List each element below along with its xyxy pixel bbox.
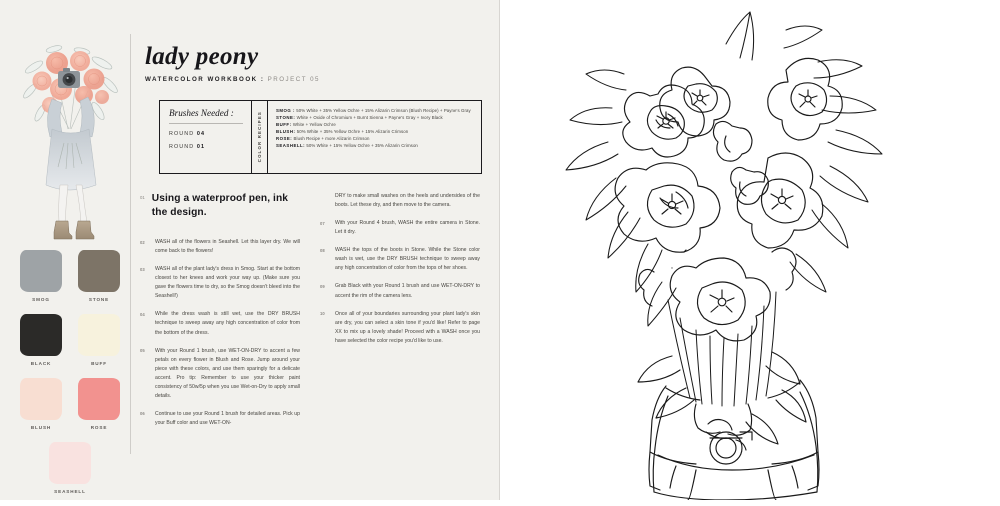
swatch-label: SMOG bbox=[32, 297, 50, 302]
swatch-blob bbox=[20, 378, 62, 420]
step-item bbox=[140, 310, 300, 337]
step-number: 02 bbox=[140, 239, 145, 245]
step-text: WASH all of the plant lady's dress in Smog. Start at the bottom closest to her knees and work your way up. (Make sure you gave the flowers time to dry, so the Smog doesn't bleed into the Seashell!) bbox=[155, 266, 300, 300]
swatch-blob bbox=[20, 250, 62, 292]
swatch-label: BUFF bbox=[91, 361, 107, 366]
swatch-label: STONE bbox=[88, 297, 110, 302]
step-number: 05 bbox=[140, 348, 145, 354]
line-art-lower-body bbox=[500, 0, 1000, 500]
left-page bbox=[0, 0, 500, 500]
step-text: With your Round 1 brush, use WET-ON-DRY to accent a few petals on every flower in Blush and Rose. Jump around your piece with these colors, and use them sparingly for a delicate accent. Pro tip: Remember to use your thicker paint consistency of 50w/5p when you use Wet-on-Dry to apply small details. bbox=[155, 347, 300, 399]
step-number bbox=[320, 192, 327, 210]
swatch-stone bbox=[74, 250, 124, 302]
swatch-label: SEASHELL bbox=[54, 489, 86, 494]
right-page bbox=[500, 0, 1000, 500]
recipe-rose bbox=[276, 135, 474, 142]
step-text: WASH the tops of the boots in Stone. While the Stone color wash is wet, use the DRY BRUSH technique to sweep away any high concentration of color from the tops of her shoes. bbox=[335, 247, 480, 272]
step-number: 06 bbox=[140, 411, 145, 417]
brush-label: ROUND bbox=[169, 144, 197, 150]
recipe-text: 50% White + 15% Yellow Ochre + 35% Alizarin Crimson bbox=[305, 143, 418, 149]
step-text: Grab Black with your Round 1 brush and use WET-ON-DRY to accent the rim of the camera lens. bbox=[335, 283, 480, 299]
brushes-needed-panel bbox=[160, 101, 252, 173]
swatch-seashell bbox=[16, 442, 124, 494]
recipe-text: White + Yellow Ochre bbox=[291, 122, 336, 128]
step-heading-text: Using a waterproof pen, ink the design. bbox=[151, 193, 289, 218]
step-text: Continue to use your Round 1 brush for detailed areas. Pick up your Buff color and use WET-ON- bbox=[155, 410, 300, 426]
step-number: 09 bbox=[320, 283, 325, 289]
step-text: DRY to make small washes on the heels and undersides of the boots. Let these dry, and then move to the camera. bbox=[335, 193, 480, 209]
swatch-blob bbox=[49, 442, 91, 484]
brush-item bbox=[169, 131, 243, 137]
color-swatch-grid bbox=[16, 250, 124, 506]
recipe-name: ROSE: bbox=[276, 136, 293, 142]
step-item bbox=[320, 219, 480, 237]
recipe-name: STONE: bbox=[276, 115, 296, 121]
recipe-blush bbox=[276, 128, 474, 135]
step-item bbox=[140, 347, 300, 401]
swatch-black bbox=[16, 314, 66, 366]
recipe-text: Blush Recipe + more Alizarin Crimson bbox=[292, 136, 370, 142]
brush-size: 01 bbox=[196, 144, 206, 150]
swatch-label: BLUSH bbox=[30, 425, 52, 430]
vertical-label-text: COLOR RECIPES bbox=[257, 111, 262, 163]
watercolor-figure-illustration bbox=[14, 33, 126, 245]
swatch-label: ROSE bbox=[90, 425, 108, 430]
step-item bbox=[140, 265, 300, 301]
brush-size: 04 bbox=[196, 131, 206, 137]
step-text: With your Round 4 brush, WASH the entire camera in Stone. Let it dry. bbox=[335, 220, 480, 236]
step-number: 08 bbox=[320, 247, 325, 253]
recipe-name: SMOG : bbox=[276, 108, 295, 113]
color-recipes-panel bbox=[268, 101, 481, 173]
step-number: 07 bbox=[320, 220, 325, 226]
step-item bbox=[140, 410, 300, 428]
recipe-smog bbox=[276, 107, 474, 114]
recipe-stone bbox=[276, 114, 474, 121]
swatch-rose bbox=[74, 378, 124, 430]
steps-column-left bbox=[140, 238, 300, 437]
recipe-seashell bbox=[276, 142, 474, 149]
subtitle-bold: WATERCOLOR WORKBOOK : bbox=[145, 76, 265, 83]
step-number: 01 bbox=[140, 195, 145, 200]
swatch-buff bbox=[74, 314, 124, 366]
recipe-text: 50% White + 35% Yellow Ochre + 15% Alizarin Crimson (Blush Recipe) + Payne's Gray bbox=[294, 108, 471, 113]
column-divider-rule bbox=[130, 34, 131, 454]
recipe-text: White + Oxide of Chromium + Burnt Sienna + Payne's Gray + Ivory Black bbox=[295, 115, 443, 121]
step-text: WASH all of the flowers in Seashell. Let this layer dry. We will come back to the flowers! bbox=[155, 239, 300, 255]
recipe-name: BLUSH: bbox=[276, 129, 296, 135]
step-item bbox=[320, 282, 480, 300]
swatch-label: BLACK bbox=[30, 361, 52, 366]
brush-label: ROUND bbox=[169, 131, 197, 137]
step-item-continuation bbox=[320, 192, 480, 210]
swatch-blob bbox=[78, 250, 120, 292]
recipe-buff bbox=[276, 121, 474, 128]
step-text: Once all of your boundaries surrounding your plant lady's skin are dry, you can select a skin tone if you'd like! Refer to page XX to mix up a lovely shade! Proceed with a WASH once you have selected the color recipe you'd like to use. bbox=[335, 310, 480, 344]
step-01-heading bbox=[140, 192, 300, 220]
step-item bbox=[320, 310, 480, 346]
step-text: While the dress wash is still wet, use the DRY BRUSH technique to sweep away any high concentration of color from the bottom of the dress. bbox=[155, 311, 300, 336]
brushes-needed-title: Brushes Needed : bbox=[169, 108, 243, 124]
illustration-column bbox=[0, 0, 130, 500]
masthead bbox=[145, 44, 485, 83]
recipe-name: SEASHELL: bbox=[276, 143, 306, 149]
brushes-and-recipes-box bbox=[159, 100, 482, 174]
step-number: 10 bbox=[320, 311, 325, 317]
swatch-smog bbox=[16, 250, 66, 302]
step-item bbox=[320, 246, 480, 273]
steps-column-right bbox=[320, 192, 480, 355]
brush-item bbox=[169, 144, 243, 150]
swatch-blob bbox=[78, 314, 120, 356]
step-item bbox=[140, 238, 300, 256]
page-title: lady peony bbox=[145, 43, 259, 70]
step-number: 03 bbox=[140, 266, 145, 272]
subtitle-project: PROJECT 05 bbox=[264, 76, 320, 83]
recipe-text: 50% White + 35% Yellow Ochre + 15% Alizarin Crimson bbox=[295, 129, 409, 135]
swatch-blush bbox=[16, 378, 66, 430]
swatch-blob bbox=[20, 314, 62, 356]
page-subtitle bbox=[145, 76, 485, 83]
recipe-name: BUFF: bbox=[276, 122, 292, 128]
swatch-blob bbox=[78, 378, 120, 420]
step-number: 04 bbox=[140, 311, 145, 317]
color-recipes-vertical-label bbox=[252, 101, 268, 173]
